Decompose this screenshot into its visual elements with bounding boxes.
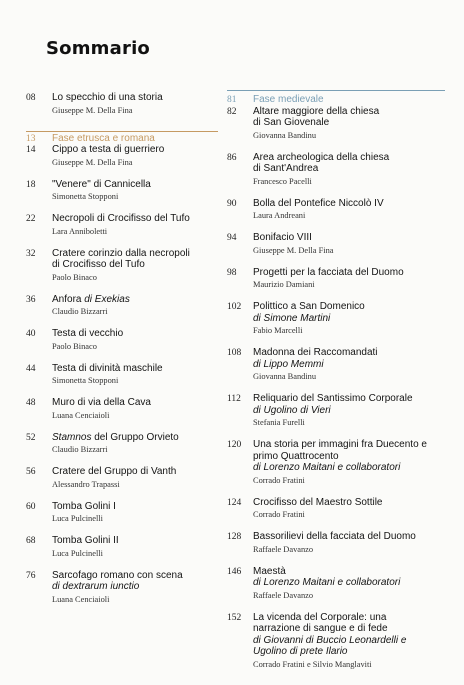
entry-title: Testa di divinità maschile [52,362,163,374]
entry-author: Luana Cenciaioli [52,410,110,420]
entry-title: "Venere" di Cannicella [52,178,151,190]
toc-entry[interactable] [227,347,445,382]
entry-author: Giovanna Bandinu [253,372,317,381]
page-number: 56 [26,467,36,477]
entry-author: Paolo Binaco [52,272,97,282]
entry-title: La vicenda del Corporale: una [253,611,387,623]
page-number: 76 [26,570,36,581]
entry-title [52,432,220,444]
entry-title: Bassorilievi della facciata del Duomo [253,531,416,542]
toc-entry[interactable] [26,432,220,456]
entry-author: Corrado Fratini e Silvio Manglaviti [253,659,372,669]
toc-entry[interactable] [26,466,220,490]
toc-entry[interactable] [227,566,445,601]
entry-title: Muro di via della Cava [52,397,151,408]
entry-author: Luca Pulcinelli [52,548,103,558]
entry-title: Area archeologica della chiesa [253,151,390,163]
entry-title-line2: di Simone Martini [253,312,331,324]
entry-title: Crocifisso del Maestro Sottile [253,496,383,508]
entry-author: Luca Pulcinelli [52,514,103,523]
entry-title: Lo specchio di una storia [52,92,163,103]
toc-entry[interactable] [26,328,220,352]
page-number: 94 [227,233,237,243]
section-label: Fase medievale [253,94,324,105]
entry-author: Raffaele Davanzo [253,544,314,554]
entry-title: Una storia per immagini fra Duecento e [253,439,427,450]
entry-author: Francesco Pacelli [253,176,312,186]
entry-author: Giuseppe M. Della Fina [52,105,133,115]
page-number: 22 [26,214,36,224]
entry-title: Sarcofago romano con scena [52,569,183,581]
page-number: 86 [227,152,237,163]
left-column [26,92,220,605]
page-number: 108 [227,348,242,358]
entry-author: Simonetta Stopponi [52,192,119,201]
toc-entry[interactable] [227,301,445,336]
entry-author: Simonetta Stopponi [52,376,119,385]
toc-entry[interactable] [227,152,445,187]
page-number: 36 [26,294,36,305]
entry-title-line2: di dextrarum iunctio [52,581,140,592]
toc-entry[interactable] [26,213,220,237]
section-number: 81 [227,95,237,105]
toc-entry[interactable] [26,92,220,116]
page-number: 90 [227,198,237,209]
entry-title-line2: narrazione di sangue e di fede [253,623,388,634]
page-number: 82 [227,106,237,117]
section-rule [227,90,445,91]
page-number: 98 [227,267,237,278]
entry-author: Lara Anniboletti [52,226,108,236]
toc-entry[interactable] [227,393,445,428]
toc-entry[interactable] [227,198,445,222]
entry-author: Maurizio Damiani [253,280,315,289]
section-label: Fase etrusca e romana [52,132,155,144]
page-title: Sommario [46,38,151,59]
entry-title-line2: di Lippo Memmi [253,358,324,370]
entry-author: Claudio Bizzarri [52,445,108,454]
toc-entry[interactable] [227,106,445,141]
toc-entry[interactable] [227,497,445,521]
entry-title: Bolla del Pontefice Niccolò IV [253,197,384,209]
toc-entry[interactable] [26,179,220,203]
toc-entry[interactable] [26,248,220,283]
toc-entry[interactable] [227,612,445,670]
entry-author: Luana Cenciaioli [52,594,110,604]
entry-title [52,294,220,306]
entry-title-text: Anfora [52,293,82,305]
toc-entry[interactable] [26,363,220,387]
entry-title-line4: Ugolino di prete Ilario [253,646,348,657]
page-number: 44 [26,363,36,374]
page-number: 32 [26,248,36,259]
entry-title-line2: primo Quattrocento [253,450,339,462]
entry-author: Giuseppe M. Della Fina [253,245,334,255]
entry-author: Paolo Binaco [52,341,97,351]
page-number: 52 [26,432,36,443]
entry-title: Progetti per la facciata del Duomo [253,266,404,278]
toc-entry[interactable] [26,535,220,559]
entry-title: Bonifacio VIII [253,232,312,243]
entry-author: Corrado Fratini [253,475,305,485]
page-number: 102 [227,302,242,312]
entry-title-line3: di Giovanni di Buccio Leonardelli e [253,634,407,646]
page-number: 60 [26,501,36,512]
entry-title: Polittico a San Domenico [253,301,365,312]
entry-title-italic: di Exekias [84,293,130,305]
entry-title: Cippo a testa di guerriero [52,144,165,155]
entry-title-text: del Gruppo Orvieto [94,431,179,443]
toc-entry[interactable] [227,531,445,555]
toc-entry[interactable] [227,439,445,486]
page-number: 18 [26,179,36,190]
entry-title-line2: di Lorenzo Maitani e collaboratori [253,577,401,588]
entry-author: Alessandro Trapassi [52,479,120,489]
entry-title: Reliquario del Santissimo Corporale [253,393,413,404]
entry-author: Laura Andreani [253,211,306,220]
toc-entry[interactable] [227,232,445,256]
entry-title-line3: di Lorenzo Maitani e collaboratori [253,462,401,473]
entry-title: Tomba Golini I [52,500,116,512]
page-number: 112 [227,394,241,404]
entry-title: Madonna dei Raccomandati [253,347,378,358]
toc-entry[interactable] [26,570,220,605]
entry-title: Testa di vecchio [52,328,124,339]
entry-title-italic: Stamnos [52,431,92,443]
entry-author: Claudio Bizzarri [52,307,108,316]
entry-title: Cratere corinzio dalla necropoli [52,247,190,259]
toc-entry[interactable] [26,501,220,525]
section-heading [26,131,220,145]
page-number: 146 [227,566,242,577]
entry-title: Maestà [253,565,286,577]
entry-author: Raffaele Davanzo [253,590,314,600]
toc-entry[interactable] [26,397,220,421]
section-heading [227,92,445,106]
entry-title-line2: di Sant'Andrea [253,163,319,174]
entry-title: Cratere del Gruppo di Vanth [52,466,177,477]
entry-title: Tomba Golini II [52,535,119,546]
toc-entry[interactable] [26,144,220,168]
page-number: 40 [26,329,36,339]
page-number: 14 [26,145,36,155]
page-number: 152 [227,612,242,623]
page-number: 08 [26,93,36,103]
entry-title: Altare maggiore della chiesa [253,105,380,117]
entry-title-line2: di Ugolino di Vieri [253,404,331,416]
entry-author: Giuseppe M. Della Fina [52,157,133,167]
page-number: 124 [227,497,242,508]
page-number: 120 [227,440,242,450]
toc-entry[interactable] [227,267,445,291]
page-number: 48 [26,398,36,408]
entry-title-line2: di Crocifisso del Tufo [52,259,145,270]
right-column [227,92,445,670]
entry-author: Giovanna Bandinu [253,130,317,140]
page-number: 68 [26,536,36,546]
entry-title: Necropoli di Crocifisso del Tufo [52,213,190,224]
toc-entry[interactable] [26,294,220,318]
entry-author: Fabio Marcelli [253,326,303,335]
page-number: 128 [227,532,242,542]
entry-author: Corrado Fratini [253,510,305,519]
entry-title-line2: di San Giovenale [253,117,330,128]
entry-author: Stefania Furelli [253,418,305,427]
section-number: 13 [26,133,36,144]
